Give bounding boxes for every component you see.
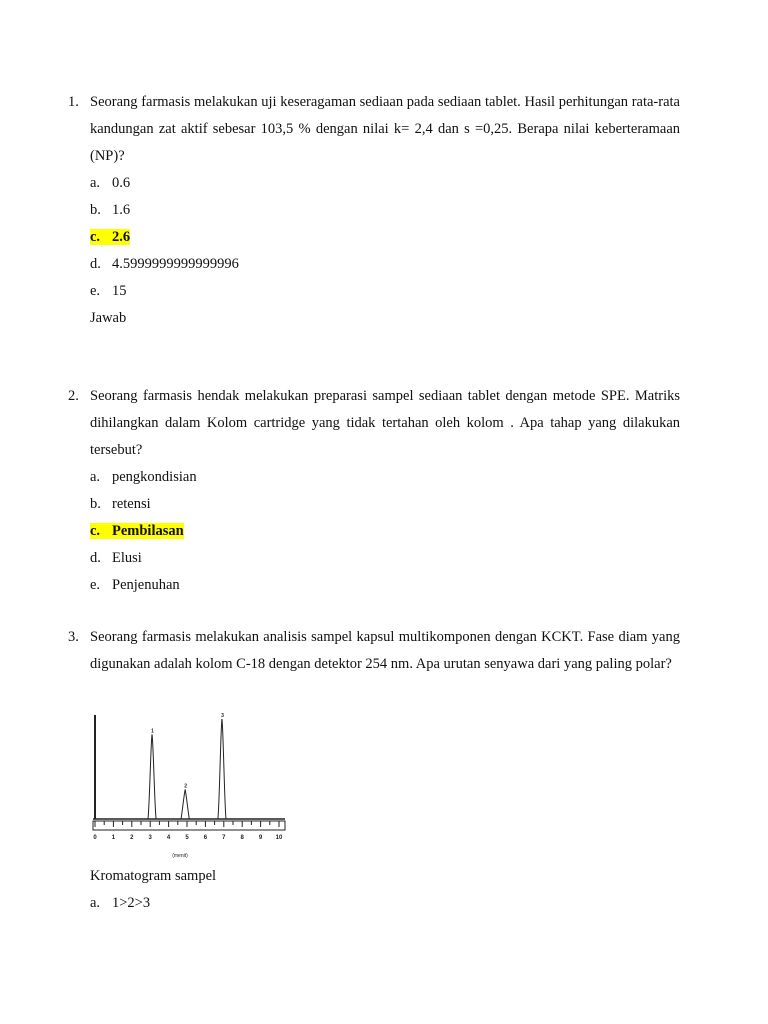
x-tick-label: 6 — [203, 835, 208, 841]
question-text: Seorang farmasis hendak melakukan preparasi sampel sediaan tablet dengan metode SPE. Matriks dihilangkan dalam Kolom cartridge yang tidak tertahan oleh kolom . Apa tahap yang dilakukan tersebut? — [90, 388, 680, 458]
option-c-correct: c. 2.6 — [90, 229, 131, 245]
option-a: a. 0.6 — [90, 175, 131, 191]
x-axis-label: (menit) — [172, 853, 188, 859]
peak-label: 1 — [151, 728, 154, 735]
option-e: e. Penjenuhan — [90, 577, 180, 593]
question-number: 3. — [68, 629, 79, 645]
x-ruler-bar — [93, 821, 285, 830]
x-tick-label: 9 — [258, 835, 263, 841]
chromatogram-figure — [88, 711, 288, 861]
question-3 — [68, 624, 680, 678]
x-tick-label: 7 — [222, 835, 226, 841]
question-number: 2. — [68, 388, 79, 404]
option-b: b. retensi — [90, 496, 151, 512]
x-tick-label: 3 — [148, 835, 152, 841]
option-a: a. 1>2>3 — [90, 895, 151, 911]
x-tick-label: 8 — [240, 835, 244, 841]
answer-label: Jawab — [90, 310, 127, 326]
x-tick-label: 4 — [166, 835, 171, 841]
x-tick-label: 2 — [130, 835, 134, 841]
option-d: d. 4.5999999999999996 — [90, 256, 239, 272]
option-list — [90, 170, 680, 305]
option-b: b. 1.6 — [90, 202, 131, 218]
chromatogram-svg — [88, 711, 288, 861]
x-tick-label: 5 — [185, 835, 189, 841]
chromatogram-peak-3 — [218, 719, 226, 819]
question-1 — [68, 89, 680, 332]
peak-label: 2 — [184, 783, 188, 790]
option-d: d. Elusi — [90, 550, 142, 566]
chromatogram-peak-1 — [148, 734, 156, 819]
option-list — [90, 890, 680, 917]
option-e: e. 15 — [90, 283, 127, 299]
question-text: Seorang farmasis melakukan analisis sampel kapsul multikomponen dengan KCKT. Fase diam yang digunakan adalah kolom C-18 dengan detektor 254 nm. Apa urutan senyawa dari yang paling polar? — [90, 629, 680, 672]
x-tick-label: 1 — [111, 835, 116, 841]
question-3-continued — [68, 863, 680, 917]
question-text: Seorang farmasis melakukan uji keseragaman sediaan pada sediaan tablet. Hasil perhitungan rata-rata kandungan zat aktif sebesar 103,5 % dengan nilai k= 2,4 dan s =0,25. Berapa nilai keberteramaan (NP)? — [90, 94, 680, 164]
x-tick-label: 0 — [93, 835, 97, 841]
x-tick-label: 10 — [275, 835, 283, 841]
peak-label: 3 — [221, 713, 224, 720]
option-c-correct: c. Pembilasan — [90, 523, 184, 539]
question-2 — [68, 383, 680, 599]
option-a: a. pengkondisian — [90, 469, 197, 485]
option-list — [90, 464, 680, 599]
chromatogram-peak-2 — [181, 789, 189, 819]
question-number: 1. — [68, 94, 79, 110]
figure-caption: Kromatogram sampel — [90, 868, 217, 884]
